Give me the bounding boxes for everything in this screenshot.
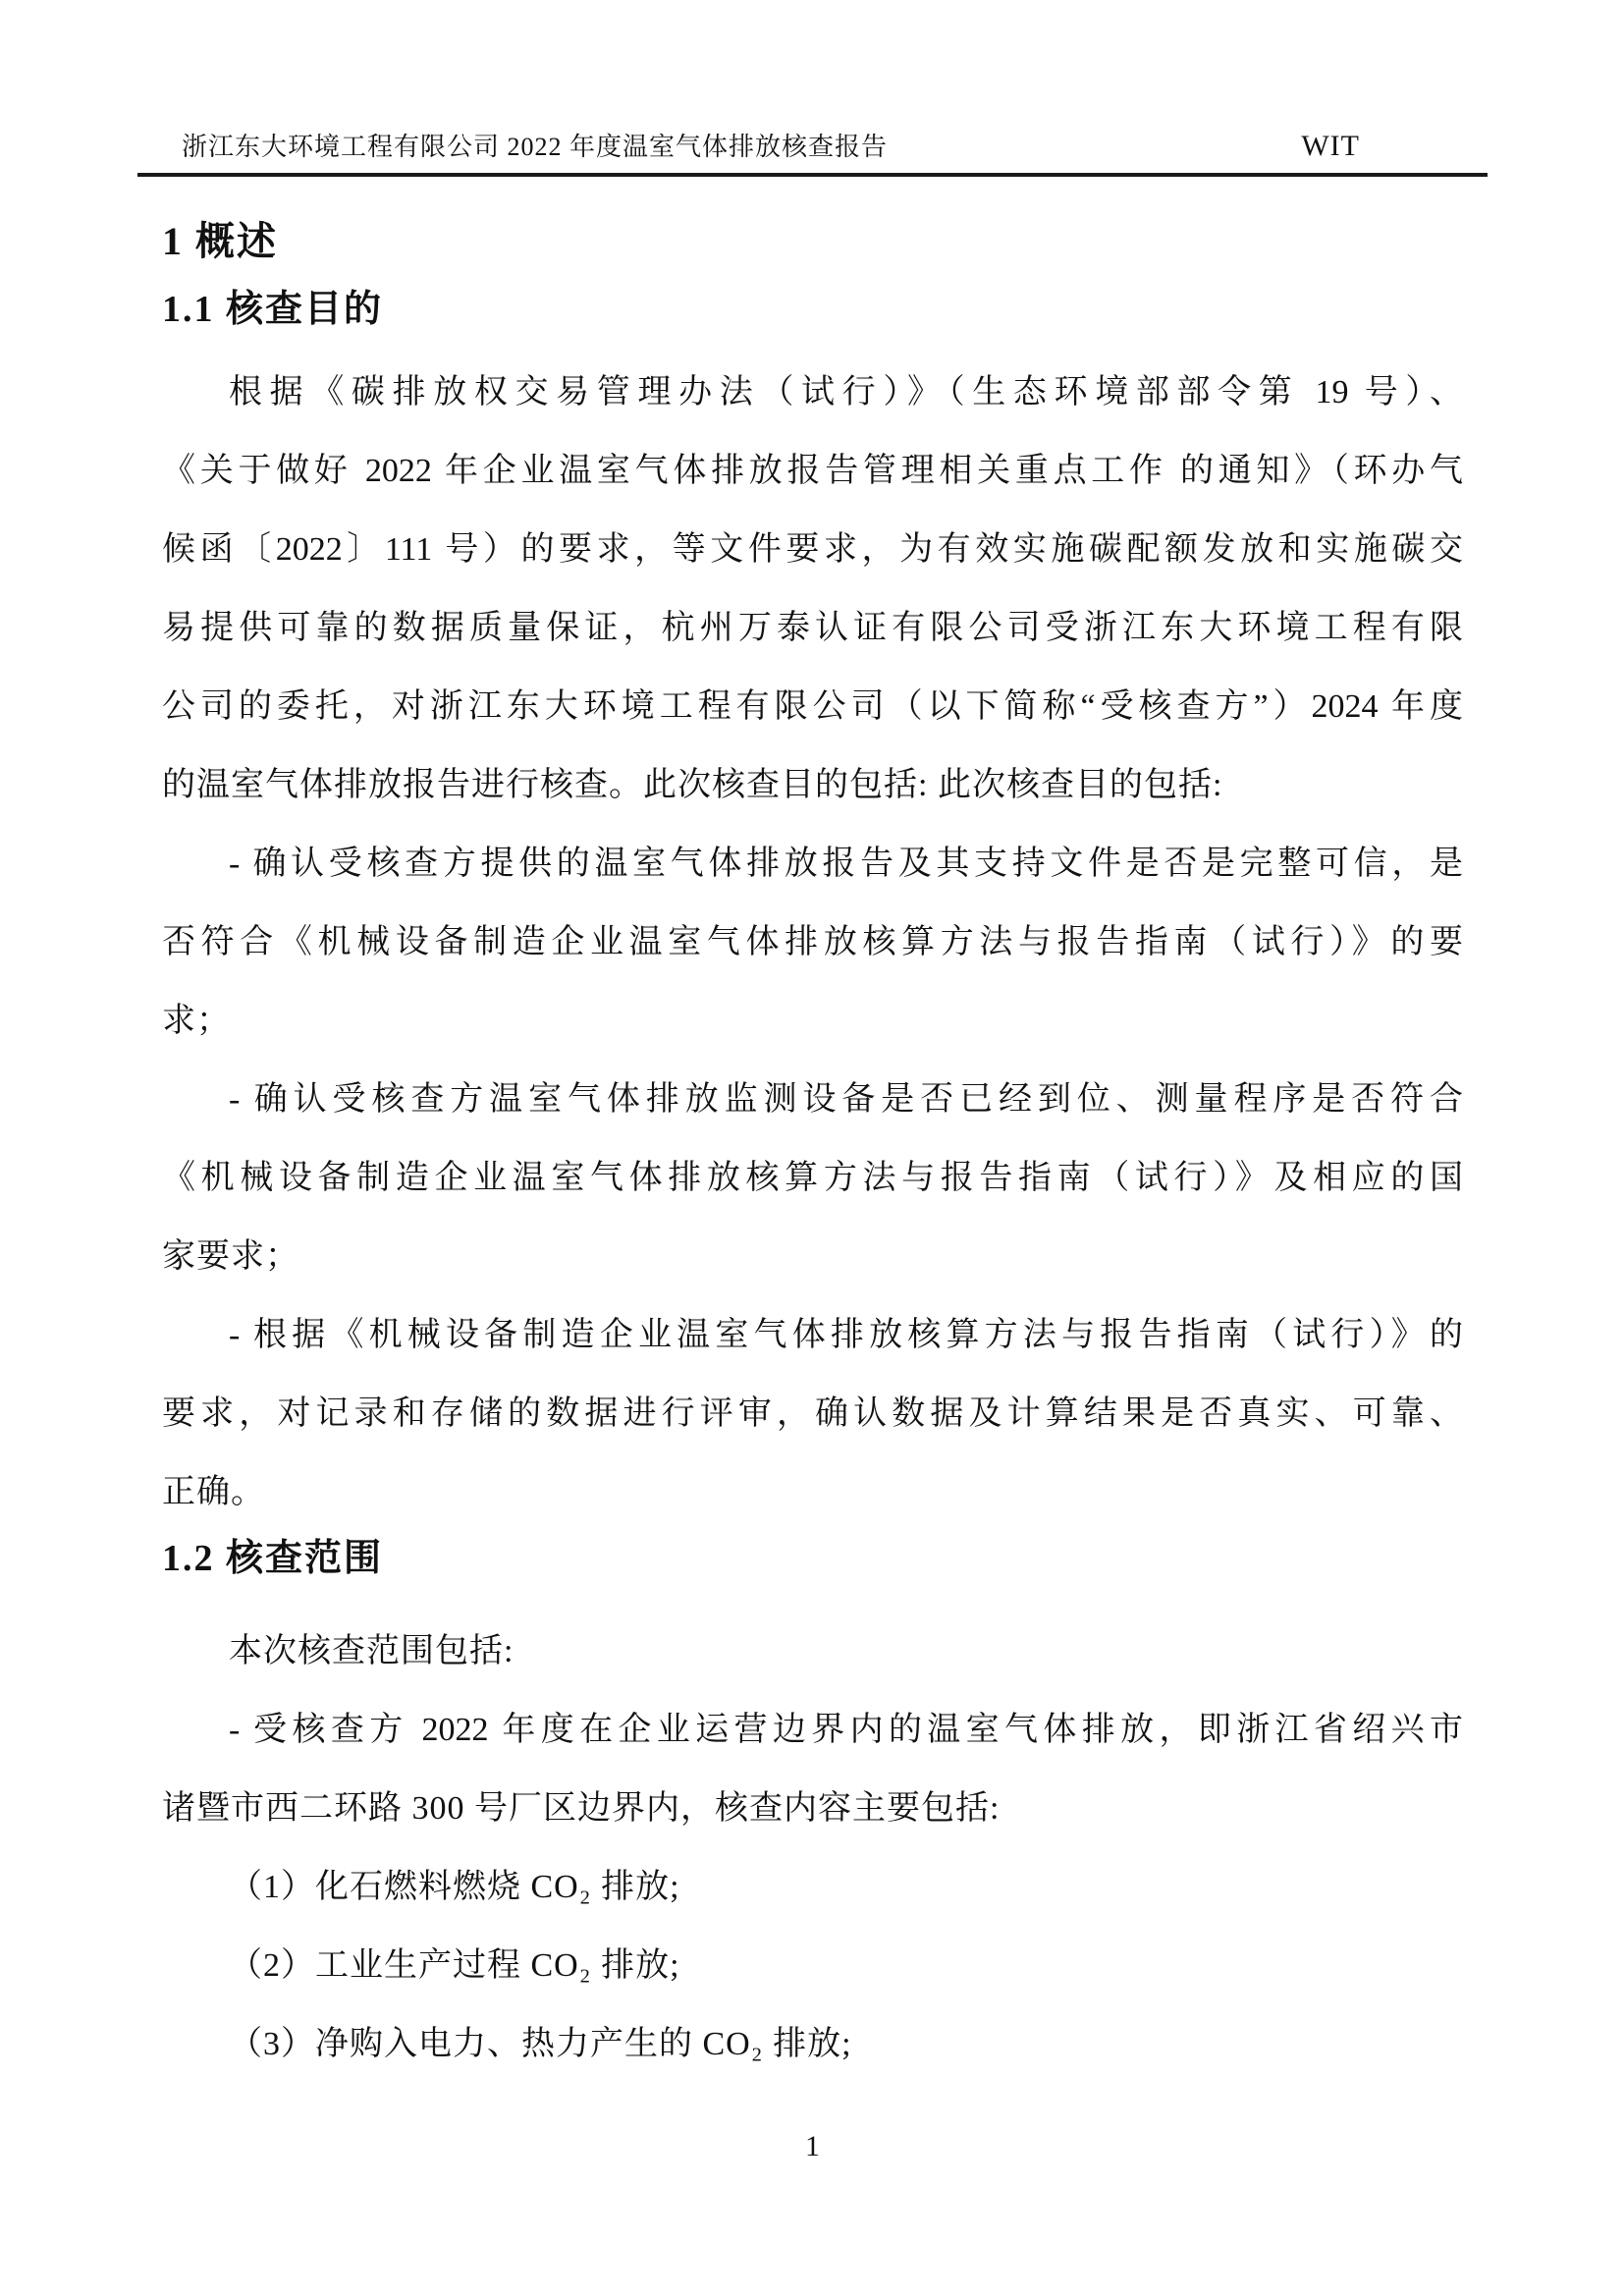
paragraph-line: 《机械设备制造企业温室气体排放核算方法与报告指南（试行）》及相应的国 bbox=[162, 1160, 1463, 1196]
bullet-line: - 根据《机械设备制造企业温室气体排放核算方法与报告指南（试行）》的 bbox=[229, 1317, 1463, 1353]
header-logo-text: WIT bbox=[1301, 130, 1360, 162]
list-item-line: （1）化石燃料燃烧 CO₂ 排放; bbox=[229, 1869, 680, 1905]
header-divider bbox=[137, 173, 1488, 177]
bullet-line: - 受核查方 2022 年度在企业运营边界内的温室气体排放，即浙江省绍兴市 bbox=[229, 1712, 1463, 1748]
document-body bbox=[162, 220, 1463, 2084]
paragraph-line: 要求，对记录和存储的数据进行评审，确认数据及计算结果是否真实、可靠、 bbox=[162, 1395, 1463, 1432]
section-1-1-body bbox=[162, 354, 1463, 1532]
subsection-heading: 1.1 核查目的 bbox=[162, 289, 384, 330]
paragraph-line: 家要求； bbox=[162, 1238, 299, 1275]
paragraph-line: 易提供可靠的数据质量保证，杭州万泰认证有限公司受浙江东大环境工程有限 bbox=[162, 610, 1463, 646]
list-item-line: （3）净购入电力、热力产生的 CO₂ 排放; bbox=[229, 2026, 852, 2062]
section-heading: 1 概述 bbox=[162, 219, 278, 263]
paragraph-line: 公司的委托，对浙江东大环境工程有限公司（以下简称“受核查方”）2024 年度 bbox=[162, 688, 1463, 725]
list-item-line: （2）工业生产过程 CO₂ 排放; bbox=[229, 1947, 680, 1984]
paragraph-line: 否符合《机械设备制造企业温室气体排放核算方法与报告指南（试行）》的要 bbox=[162, 924, 1463, 960]
paragraph-line: 《关于做好 2022 年企业温室气体排放报告管理相关重点工作 的通知》（环办气 bbox=[162, 453, 1463, 489]
paragraph-line: 根据《碳排放权交易管理办法（试行）》（生态环境部部令第 19 号）、 bbox=[229, 374, 1463, 410]
subsection-heading: 1.2 核查范围 bbox=[162, 1538, 384, 1579]
header-report-title: 浙江东大环境工程有限公司 2022 年度温室气体排放核查报告 bbox=[182, 133, 889, 161]
paragraph-line: 的温室气体排放报告进行核查。此次核查目的包括: 此次核查目的包括: bbox=[162, 767, 1223, 803]
section-1-2-body bbox=[162, 1613, 1463, 2084]
page-number: 1 bbox=[805, 2130, 820, 2162]
paragraph-line: 求； bbox=[162, 1003, 231, 1039]
paragraph-line: 正确。 bbox=[162, 1474, 265, 1510]
paragraph-line: 候函〔2022〕111 号）的要求，等文件要求，为有效实施碳配额发放和实施碳交 bbox=[162, 531, 1463, 568]
paragraph-line: 诸暨市西二环路 300 号厂区边界内，核查内容主要包括: bbox=[162, 1790, 1001, 1827]
bullet-line: - 确认受核查方温室气体排放监测设备是否已经到位、测量程序是否符合 bbox=[229, 1081, 1463, 1118]
paragraph-line: 本次核查范围包括: bbox=[229, 1633, 514, 1669]
page-header bbox=[137, 126, 1488, 163]
bullet-line: - 确认受核查方提供的温室气体排放报告及其支持文件是否是完整可信，是 bbox=[229, 846, 1463, 882]
